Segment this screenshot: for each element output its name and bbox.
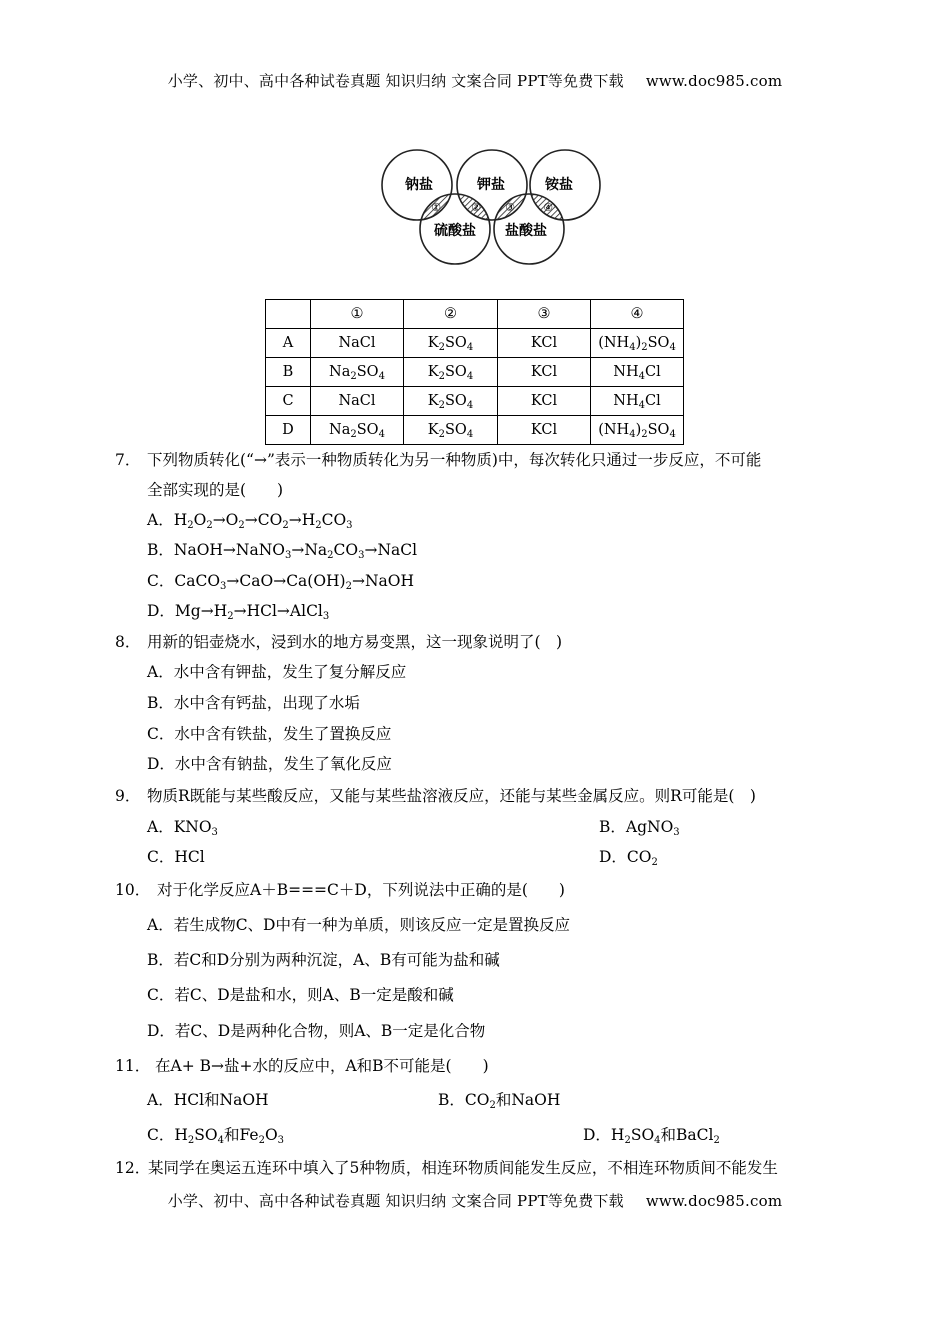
option-a: A．水中含有钾盐，发生了复分解反应 bbox=[147, 663, 407, 681]
footer-site: www.doc985.com bbox=[645, 1192, 783, 1210]
table-header-cell: ④ bbox=[591, 300, 684, 329]
table-cell: $Na_2SO_4$ bbox=[311, 358, 404, 387]
question-text: 下列物质转化(“→”表示一种物质转化为另一种物质)中，每次转化只通过一步反应，不可能 bbox=[147, 451, 762, 469]
option-d: D．$H_2SO_4$和BaCl$_2$ bbox=[583, 1126, 720, 1146]
option-c: C．水中含有铁盐，发生了置换反应 bbox=[147, 725, 392, 743]
question-text: 在A+ B→盐+水的反应中，A和B不可能是( ) bbox=[155, 1057, 489, 1075]
option-b: B．$CO_2$和NaOH bbox=[438, 1091, 561, 1111]
question-number: 9． bbox=[115, 787, 141, 805]
table-cell: A bbox=[266, 329, 311, 358]
region-label-1: ① bbox=[431, 201, 441, 214]
option-b: B．若C和D分别为两种沉淀，A、B有可能为盐和碱 bbox=[147, 951, 500, 969]
table-cell: $K_2SO_4$ bbox=[404, 387, 498, 416]
table-cell: D bbox=[266, 416, 311, 445]
ring-label-ammonium: 铵盐 bbox=[545, 177, 573, 193]
option-b: B．水中含有钙盐，出现了水垢 bbox=[147, 694, 360, 712]
table-cell: $NH_4Cl$ bbox=[591, 387, 684, 416]
table-cell: $Na_2SO_4$ bbox=[311, 416, 404, 445]
page-header bbox=[0, 70, 950, 91]
option-b: B．AgNO$_3$ bbox=[599, 818, 680, 838]
table-row bbox=[266, 358, 684, 387]
option-d: D．若C、D是两种化合物，则A、B一定是化合物 bbox=[147, 1022, 486, 1040]
option-a: A．HCl和NaOH bbox=[147, 1091, 269, 1109]
option-c: C．若C、D是盐和水，则A、B一定是酸和碱 bbox=[147, 986, 454, 1004]
ring-label-chloride: 盐酸盐 bbox=[505, 223, 547, 239]
question-text-continued: 全部实现的是( ) bbox=[147, 481, 284, 499]
option-b: B．$NaOH\to NaNO_3\to Na_2CO_3\to NaCl$ bbox=[147, 541, 418, 561]
table-header-cell: ③ bbox=[498, 300, 591, 329]
table-cell: KCl bbox=[498, 329, 591, 358]
ring-label-sulfate: 硫酸盐 bbox=[434, 223, 476, 239]
table-row bbox=[266, 387, 684, 416]
table-cell: $K_2SO_4$ bbox=[404, 358, 498, 387]
table-cell: KCl bbox=[498, 387, 591, 416]
option-d: D．$CO_2$ bbox=[599, 848, 658, 868]
venn-diagram bbox=[375, 143, 610, 273]
table-cell: KCl bbox=[498, 416, 591, 445]
table-row bbox=[266, 329, 684, 358]
question-number: 11． bbox=[115, 1057, 151, 1075]
options-table bbox=[265, 299, 684, 445]
table-row bbox=[266, 416, 684, 445]
table-cell: NaCl bbox=[311, 329, 404, 358]
table-cell: NaCl bbox=[311, 387, 404, 416]
table-cell: $(NH_4)_2SO_4$ bbox=[591, 416, 684, 445]
option-c: C．$H_2SO_4$和$Fe_2O_3$ bbox=[147, 1126, 285, 1146]
option-c: C．HCl bbox=[147, 848, 205, 866]
table-cell: $NH_4Cl$ bbox=[591, 358, 684, 387]
question-text: 对于化学反应A＋B===C＋D，下列说法中正确的是( ) bbox=[157, 881, 565, 899]
table-header-cell: ② bbox=[404, 300, 498, 329]
table-cell: $(NH_4)_2SO_4$ bbox=[591, 329, 684, 358]
question-text: 用新的铝壶烧水，浸到水的地方易变黑，这一现象说明了( ) bbox=[147, 633, 563, 651]
table-header-cell bbox=[266, 300, 311, 329]
option-a: A．$H_2O_2\to O_2\to CO_2\to H_2CO_3$ bbox=[147, 511, 353, 531]
region-label-4: ④ bbox=[543, 201, 553, 214]
question-number: 10． bbox=[115, 881, 151, 899]
question-text: 物质R既能与某些酸反应，又能与某些盐溶液反应，还能与某些金属反应。则R可能是( ) bbox=[147, 787, 756, 805]
question-number: 8． bbox=[115, 633, 141, 651]
page-footer bbox=[0, 1190, 950, 1211]
question-text: 某同学在奥运五连环中填入了5种物质，相连环物质间能发生反应，不相连环物质间不能发生 bbox=[148, 1159, 778, 1177]
ring-label-sodium: 钠盐 bbox=[405, 177, 433, 193]
option-d: D．$Mg\to H_2\to HCl\to AlCl_3$ bbox=[147, 602, 330, 622]
option-d: D．水中含有钠盐，发生了氧化反应 bbox=[147, 755, 392, 773]
option-c: C．$CaCO_3\to CaO\to Ca(OH)_2\to NaOH$ bbox=[147, 572, 414, 592]
footer-text: 小学、初中、高中各种试卷真题 知识归纳 文案合同 PPT等免费下载 bbox=[167, 1192, 624, 1210]
table-header-row bbox=[266, 300, 684, 329]
table-cell: $K_2SO_4$ bbox=[404, 329, 498, 358]
table-cell: C bbox=[266, 387, 311, 416]
table-cell: KCl bbox=[498, 358, 591, 387]
table-cell: B bbox=[266, 358, 311, 387]
table-cell: $K_2SO_4$ bbox=[404, 416, 498, 445]
region-label-3: ③ bbox=[505, 201, 515, 214]
option-a: A．若生成物C、D中有一种为单质，则该反应一定是置换反应 bbox=[147, 916, 570, 934]
ring-label-potassium: 钾盐 bbox=[477, 177, 505, 193]
header-site: www.doc985.com bbox=[645, 72, 783, 90]
header-text: 小学、初中、高中各种试卷真题 知识归纳 文案合同 PPT等免费下载 bbox=[167, 72, 624, 90]
option-a: A．$KNO_3$ bbox=[147, 818, 218, 838]
region-label-2: ② bbox=[471, 201, 481, 214]
question-number: 7． bbox=[115, 451, 141, 469]
question-number: 12． bbox=[115, 1159, 151, 1177]
table-header-cell: ① bbox=[311, 300, 404, 329]
